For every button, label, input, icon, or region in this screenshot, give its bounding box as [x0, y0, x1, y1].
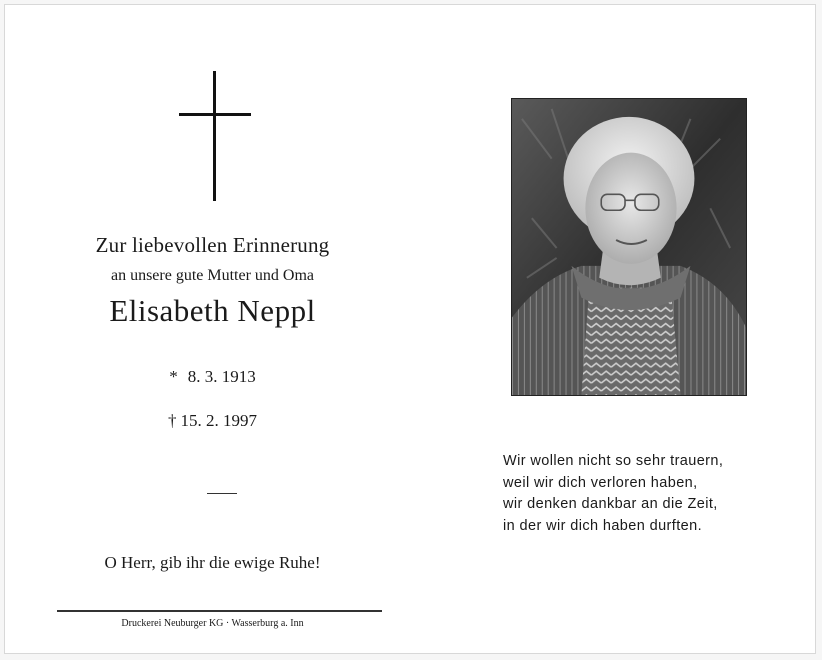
dedication-text: Zur liebevollen Erinnerung — [95, 233, 330, 257]
divider-dash — [207, 493, 237, 494]
birth-star-icon: * — [169, 367, 178, 386]
deceased-name: Elisabeth Neppl — [109, 293, 316, 328]
portrait-illustration — [512, 99, 746, 395]
death-line — [5, 411, 420, 431]
verse-line: weil wir dich verloren haben, — [503, 474, 698, 491]
verse-line: wir denken dankbar an die Zeit, — [503, 496, 718, 512]
memorial-card — [4, 4, 816, 654]
right-panel — [420, 5, 817, 653]
verse-block — [503, 451, 803, 537]
left-panel — [5, 5, 420, 653]
verse-line: in der wir dich haben durften. — [503, 517, 702, 534]
birth-line — [5, 367, 420, 387]
printer-imprint: Druckerei Neuburger KG · Wasserburg a. Inn — [121, 618, 304, 629]
cross-icon — [179, 71, 251, 201]
death-date: 15. 2. 1997 — [180, 411, 257, 430]
death-dagger-icon: † — [168, 411, 177, 430]
relation-text: an unsere gute Mutter und Oma — [110, 267, 315, 284]
birth-date: 8. 3. 1913 — [187, 367, 256, 386]
verse-line: Wir wollen nicht so sehr trauern, — [503, 453, 724, 469]
prayer-text: O Herr, gib ihr die ewige Ruhe! — [104, 553, 321, 572]
portrait-photo — [511, 98, 747, 396]
footer-rule — [57, 610, 382, 612]
